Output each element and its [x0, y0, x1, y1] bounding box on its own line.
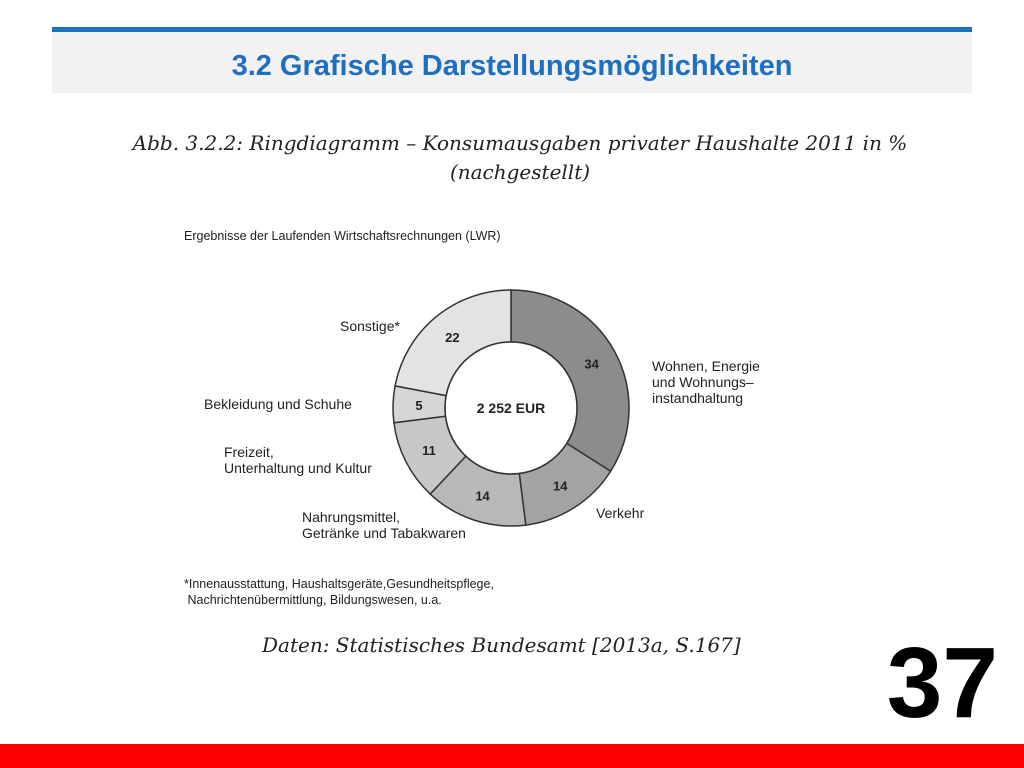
- slice-category-label: Nahrungsmittel, Getränke und Tabakwaren: [302, 509, 466, 541]
- figure-caption: Abb. 3.2.2: Ringdiagramm – Konsumausgaben privater Haushalte 2011 in %: [132, 131, 908, 155]
- slice-value-label: 14: [475, 488, 490, 504]
- slice-category-label: Bekleidung und Schuhe: [204, 396, 352, 412]
- footnote-line-1: *Innenausstattung, Haushaltsgeräte,Gesundheitspflege,: [184, 577, 494, 591]
- slice-value-label: 11: [422, 442, 436, 458]
- slice-value-label: 22: [445, 330, 460, 346]
- slice-category-label: Wohnen, Energie und Wohnungs– instandhaltung: [652, 358, 760, 406]
- bottom-bar: [0, 744, 1024, 768]
- chart-subtitle: Ergebnisse der Laufenden Wirtschaftsrechnungen (LWR): [184, 229, 501, 243]
- slice-value-label: 5: [415, 398, 423, 414]
- figure-caption-note: (nachgestellt): [449, 160, 591, 184]
- slice-category-label: Sonstige*: [340, 318, 400, 334]
- slice-category-label: Freizeit, Unterhaltung und Kultur: [224, 444, 372, 476]
- page-number: 37: [886, 627, 998, 739]
- donut-center-label: 2 252 EUR: [476, 400, 546, 416]
- chart-footnote: [184, 576, 494, 608]
- slice-value-label: 34: [584, 356, 599, 372]
- slice-category-label: Verkehr: [596, 505, 645, 521]
- data-source: Daten: Statistisches Bundesamt [2013a, S.167]: [262, 633, 741, 657]
- slice-value-label: 14: [553, 478, 568, 494]
- page-title: 3.2 Grafische Darstellungsmöglichkeiten: [231, 50, 793, 82]
- footnote-line-2: Nachrichtenübermittlung, Bildungswesen, u.a.: [184, 593, 442, 607]
